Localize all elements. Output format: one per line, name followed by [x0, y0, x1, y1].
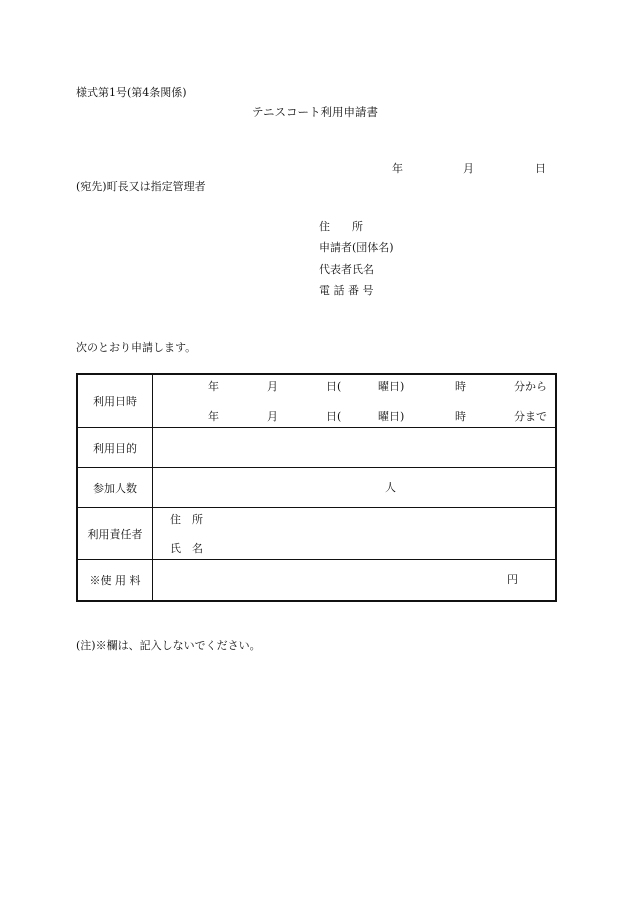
date-label: 利用日時 [77, 374, 153, 428]
purpose-label: 利用目的 [77, 428, 153, 468]
to-weekday: 曜日) [378, 410, 405, 423]
responsible-name-label: 氏 名 [170, 542, 203, 555]
fee-label: ※使 用 料 [77, 560, 153, 602]
responsible-cell[interactable] [153, 508, 557, 560]
participants-label: 参加人数 [77, 468, 153, 508]
to-hour: 時 [455, 410, 466, 423]
from-minute: 分から [514, 380, 547, 393]
to-year: 年 [208, 410, 219, 423]
date-year-label: 年 [392, 162, 403, 175]
representative-label: 代表者氏名 [319, 263, 374, 276]
purpose-cell[interactable] [153, 428, 557, 468]
table-row-purpose [77, 428, 556, 468]
table-row-responsible [77, 508, 556, 560]
table-row-date [77, 374, 556, 428]
applicant-address-label: 住 所 [319, 220, 363, 233]
table-row-fee [77, 560, 556, 602]
to-day: 日( [326, 410, 342, 423]
from-hour: 時 [455, 380, 466, 393]
from-weekday: 曜日) [378, 380, 405, 393]
addressee: (宛先)町長又は指定管理者 [76, 180, 206, 193]
participants-unit: 人 [385, 481, 396, 494]
form-number: 様式第1号(第4条関係) [76, 86, 187, 99]
note: (注)※欄は、記入しないでください。 [76, 639, 261, 652]
phone-label: 電 話 番 号 [319, 284, 374, 297]
date-cell[interactable] [153, 374, 557, 428]
from-year: 年 [208, 380, 219, 393]
from-month: 月 [267, 380, 278, 393]
applicant-name-label: 申請者(団体名) [319, 241, 394, 254]
participants-cell[interactable] [153, 468, 557, 508]
from-day: 日( [326, 380, 342, 393]
to-minute: 分まで [514, 410, 547, 423]
responsible-address-label: 住 所 [170, 513, 203, 526]
date-day-label: 日 [535, 162, 546, 175]
fee-unit: 円 [507, 573, 518, 586]
intro-text: 次のとおり申請します。 [76, 341, 197, 354]
document-title: テニスコート利用申請書 [252, 105, 379, 119]
application-table [76, 373, 557, 602]
to-month: 月 [267, 410, 278, 423]
responsible-label: 利用責任者 [77, 508, 153, 560]
table-row-participants [77, 468, 556, 508]
date-month-label: 月 [463, 162, 474, 175]
fee-cell [153, 560, 557, 602]
